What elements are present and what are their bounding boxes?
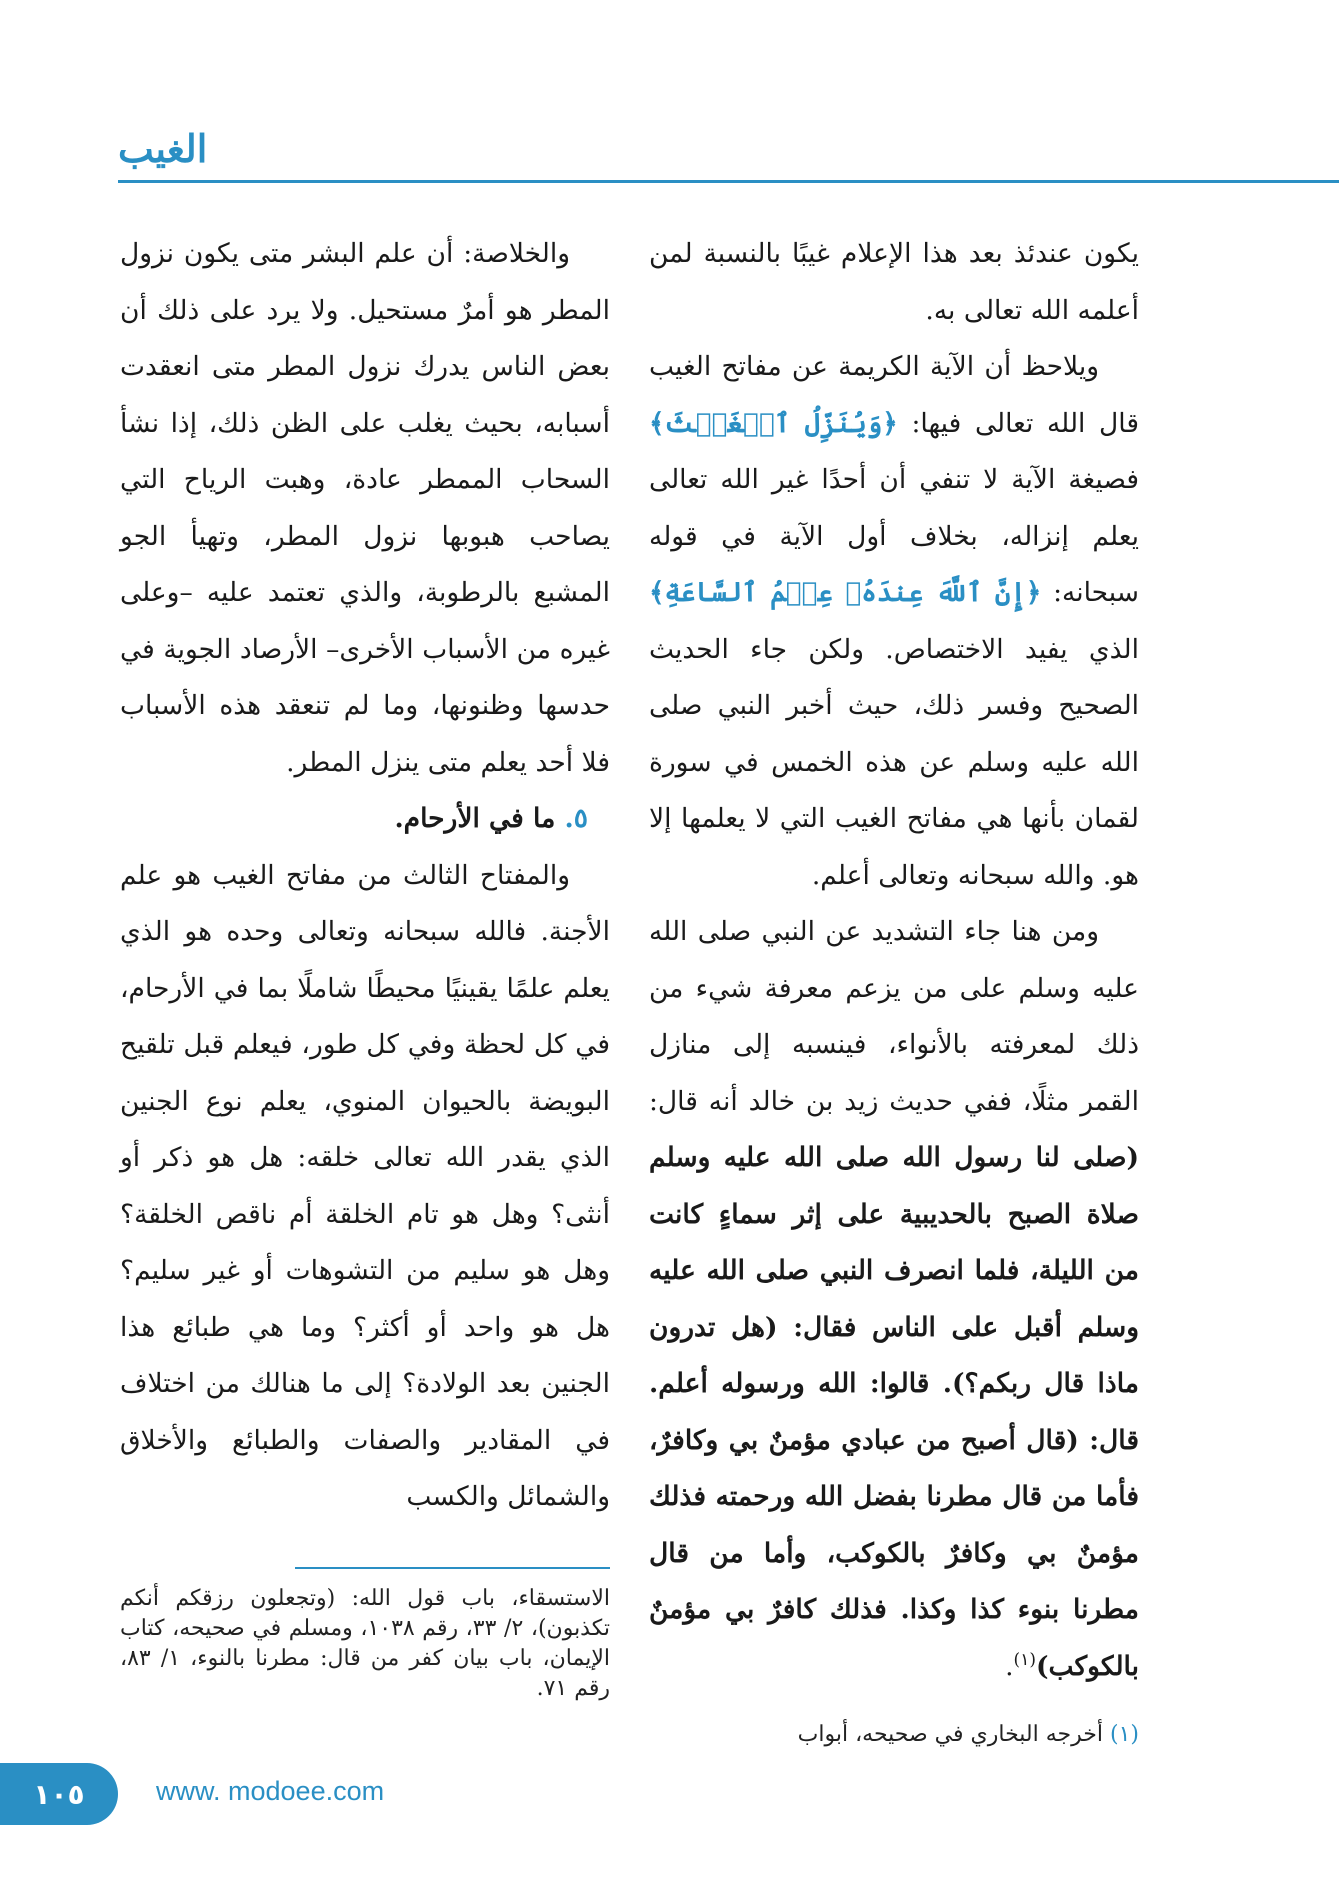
- right-column: [649, 226, 1139, 1695]
- website-link[interactable]: www. modoee.com: [156, 1776, 385, 1806]
- paragraph: يكون عندئذ بعد هذا الإعلام غيبًا بالنسبة لمن أعلمه الله تعالى به.: [649, 238, 1139, 326]
- paragraph: ويلاحظ أن الآية الكريمة عن مفاتح الغيب قال الله تعالى فيها: ﴿وَيُنَزِّلُ ٱلۡغَيۡثَ﴾ فصيغة الآية لا تنفي أن أحدًا غير الله تعالى يعلم إنزاله، بخلاف أول الآية في قوله سبحانه: ﴿إِنَّ ٱللَّهَ عِندَهُۥ عِلۡمُ ٱلسَّاعَةِ﴾ الذي يفيد الاختصاص. ولكن جاء الحديث الصحيح وفسر ذلك، حيث أخبر النبي صلى الله عليه وسلم عن هذه الخمس في سورة لقمان بأنها هي مفاتح الغيب التي لا يعلمها إلا هو. والله سبحانه وتعالى أعلم.: [649, 351, 1139, 891]
- quran-verse: ﴿وَيُنَزِّلُ ٱلۡغَيۡثَ﴾: [649, 407, 898, 439]
- paragraph: والخلاصة: أن علم البشر متى يكون نزول المطر هو أمرٌ مستحيل. ولا يرد على ذلك أن بعض الناس يدرك نزول المطر متى انعقدت أسبابه، بحيث يغلب على الظن ذلك، إذا نشأ السحاب الممطر عادة، وهبت الرياح التي يصاحب هبوبها نزول المطر، وتهيأ الجو المشبع بالرطوبة، والذي تعتمد عليه –وعلى غيره من الأسباب الأخرى– الأرصاد الجوية في حدسها وظنونها، وما لم تنعقد هذه الأسباب فلا أحد يعلم متى ينزل المطر.: [120, 238, 610, 778]
- section-heading: ٥. ما في الأرحام.: [394, 803, 588, 834]
- footnote: (١) أخرجه البخاري في صحيحه، أبواب: [797, 1722, 1139, 1747]
- paragraph: ومن هنا جاء التشديد عن النبي صلى الله عليه وسلم على من يزعم معرفة شيء من ذلك لمعرفته بالأنواء، فينسبه إلى منازل القمر مثلًا، ففي حديث زيد بن خالد أنه قال: (صلى لنا رسول الله صلى الله عليه وسلم صلاة الصبح بالحديبية على إثر سماءٍ كانت من الليلة، فلما انصرف النبي صلى الله عليه وسلم أقبل على الناس فقال: (هل تدرون ماذا قال ربكم؟). قالوا: الله ورسوله أعلم. قال: (قال أصبح من عبادي مؤمنٌ بي وكافرٌ، فأما من قال مطرنا بفضل الله ورحمته فذلك مؤمنٌ بي وكافرٌ بالكوكب، وأما من قال مطرنا بنوء كذا وكذا. فذلك كافرٌ بي مؤمنٌ بالكوكب)$^{(١)}$.: [649, 916, 1139, 1682]
- section-number: ٥.: [564, 803, 588, 834]
- footnote-continuation: الاستسقاء، باب قول الله: (وتجعلون رزقكم أنكم تكذبون)، ٢/ ٣٣، رقم ١٠٣٨، ومسلم في صحيحه، كتاب الإيمان، باب بيان كفر من قال: مطرنا بالنوء، ١/ ٨٣، رقم ٧١.: [120, 1586, 611, 1701]
- page-title: الغيب: [118, 126, 208, 171]
- left-column: [120, 226, 610, 1526]
- header-divider: [118, 180, 1339, 183]
- paragraph: والمفتاح الثالث من مفاتح الغيب هو علم الأجنة. فالله سبحانه وتعالى وحده هو الذي يعلم علمًا يقينيًا محيطًا شاملًا بما في الأرحام، في كل لحظة وفي كل طور، فيعلم قبل تلقيح البويضة بالحيوان المنوي، يعلم نوع الجنين الذي يقدر الله تعالى خلقه: هل هو ذكر أو أنثى؟ وهل هو تام الخلقة أم ناقص الخلقة؟ وهل هو سليم من التشوهات أو غير سليم؟ هل هو واحد أو أكثر؟ وما هي طبائع هذا الجنين بعد الولادة؟ إلى ما هنالك من اختلاف في المقادير والصفات والطبائع والأخلاق والشمائل والكسب: [120, 859, 610, 1512]
- quran-verse: ﴿إِنَّ ٱللَّهَ عِندَهُۥ عِلۡمُ ٱلسَّاعَةِ﴾: [649, 577, 1042, 608]
- footnote-divider: [295, 1567, 610, 1569]
- footnote-ref[interactable]: (١): [1013, 1649, 1036, 1670]
- page-number: ١٠٥: [0, 1763, 118, 1825]
- footnote-number: (١): [1109, 1722, 1139, 1747]
- hadith-text: (صلى لنا رسول الله صلى الله عليه وسلم صلاة الصبح بالحديبية على إثر سماءٍ كانت من الليلة، فلما انصرف النبي صلى الله عليه وسلم أقبل على الناس فقال: (هل تدرون ماذا قال ربكم؟). قالوا: الله ورسوله أعلم. قال: (قال أصبح من عبادي مؤمنٌ بي وكافرٌ، فأما من قال مطرنا بفضل الله ورحمته فذلك مؤمنٌ بي وكافرٌ بالكوكب، وأما من قال مطرنا بنوء كذا وكذا. فذلك كافرٌ بي مؤمنٌ بالكوكب): [649, 1142, 1139, 1682]
